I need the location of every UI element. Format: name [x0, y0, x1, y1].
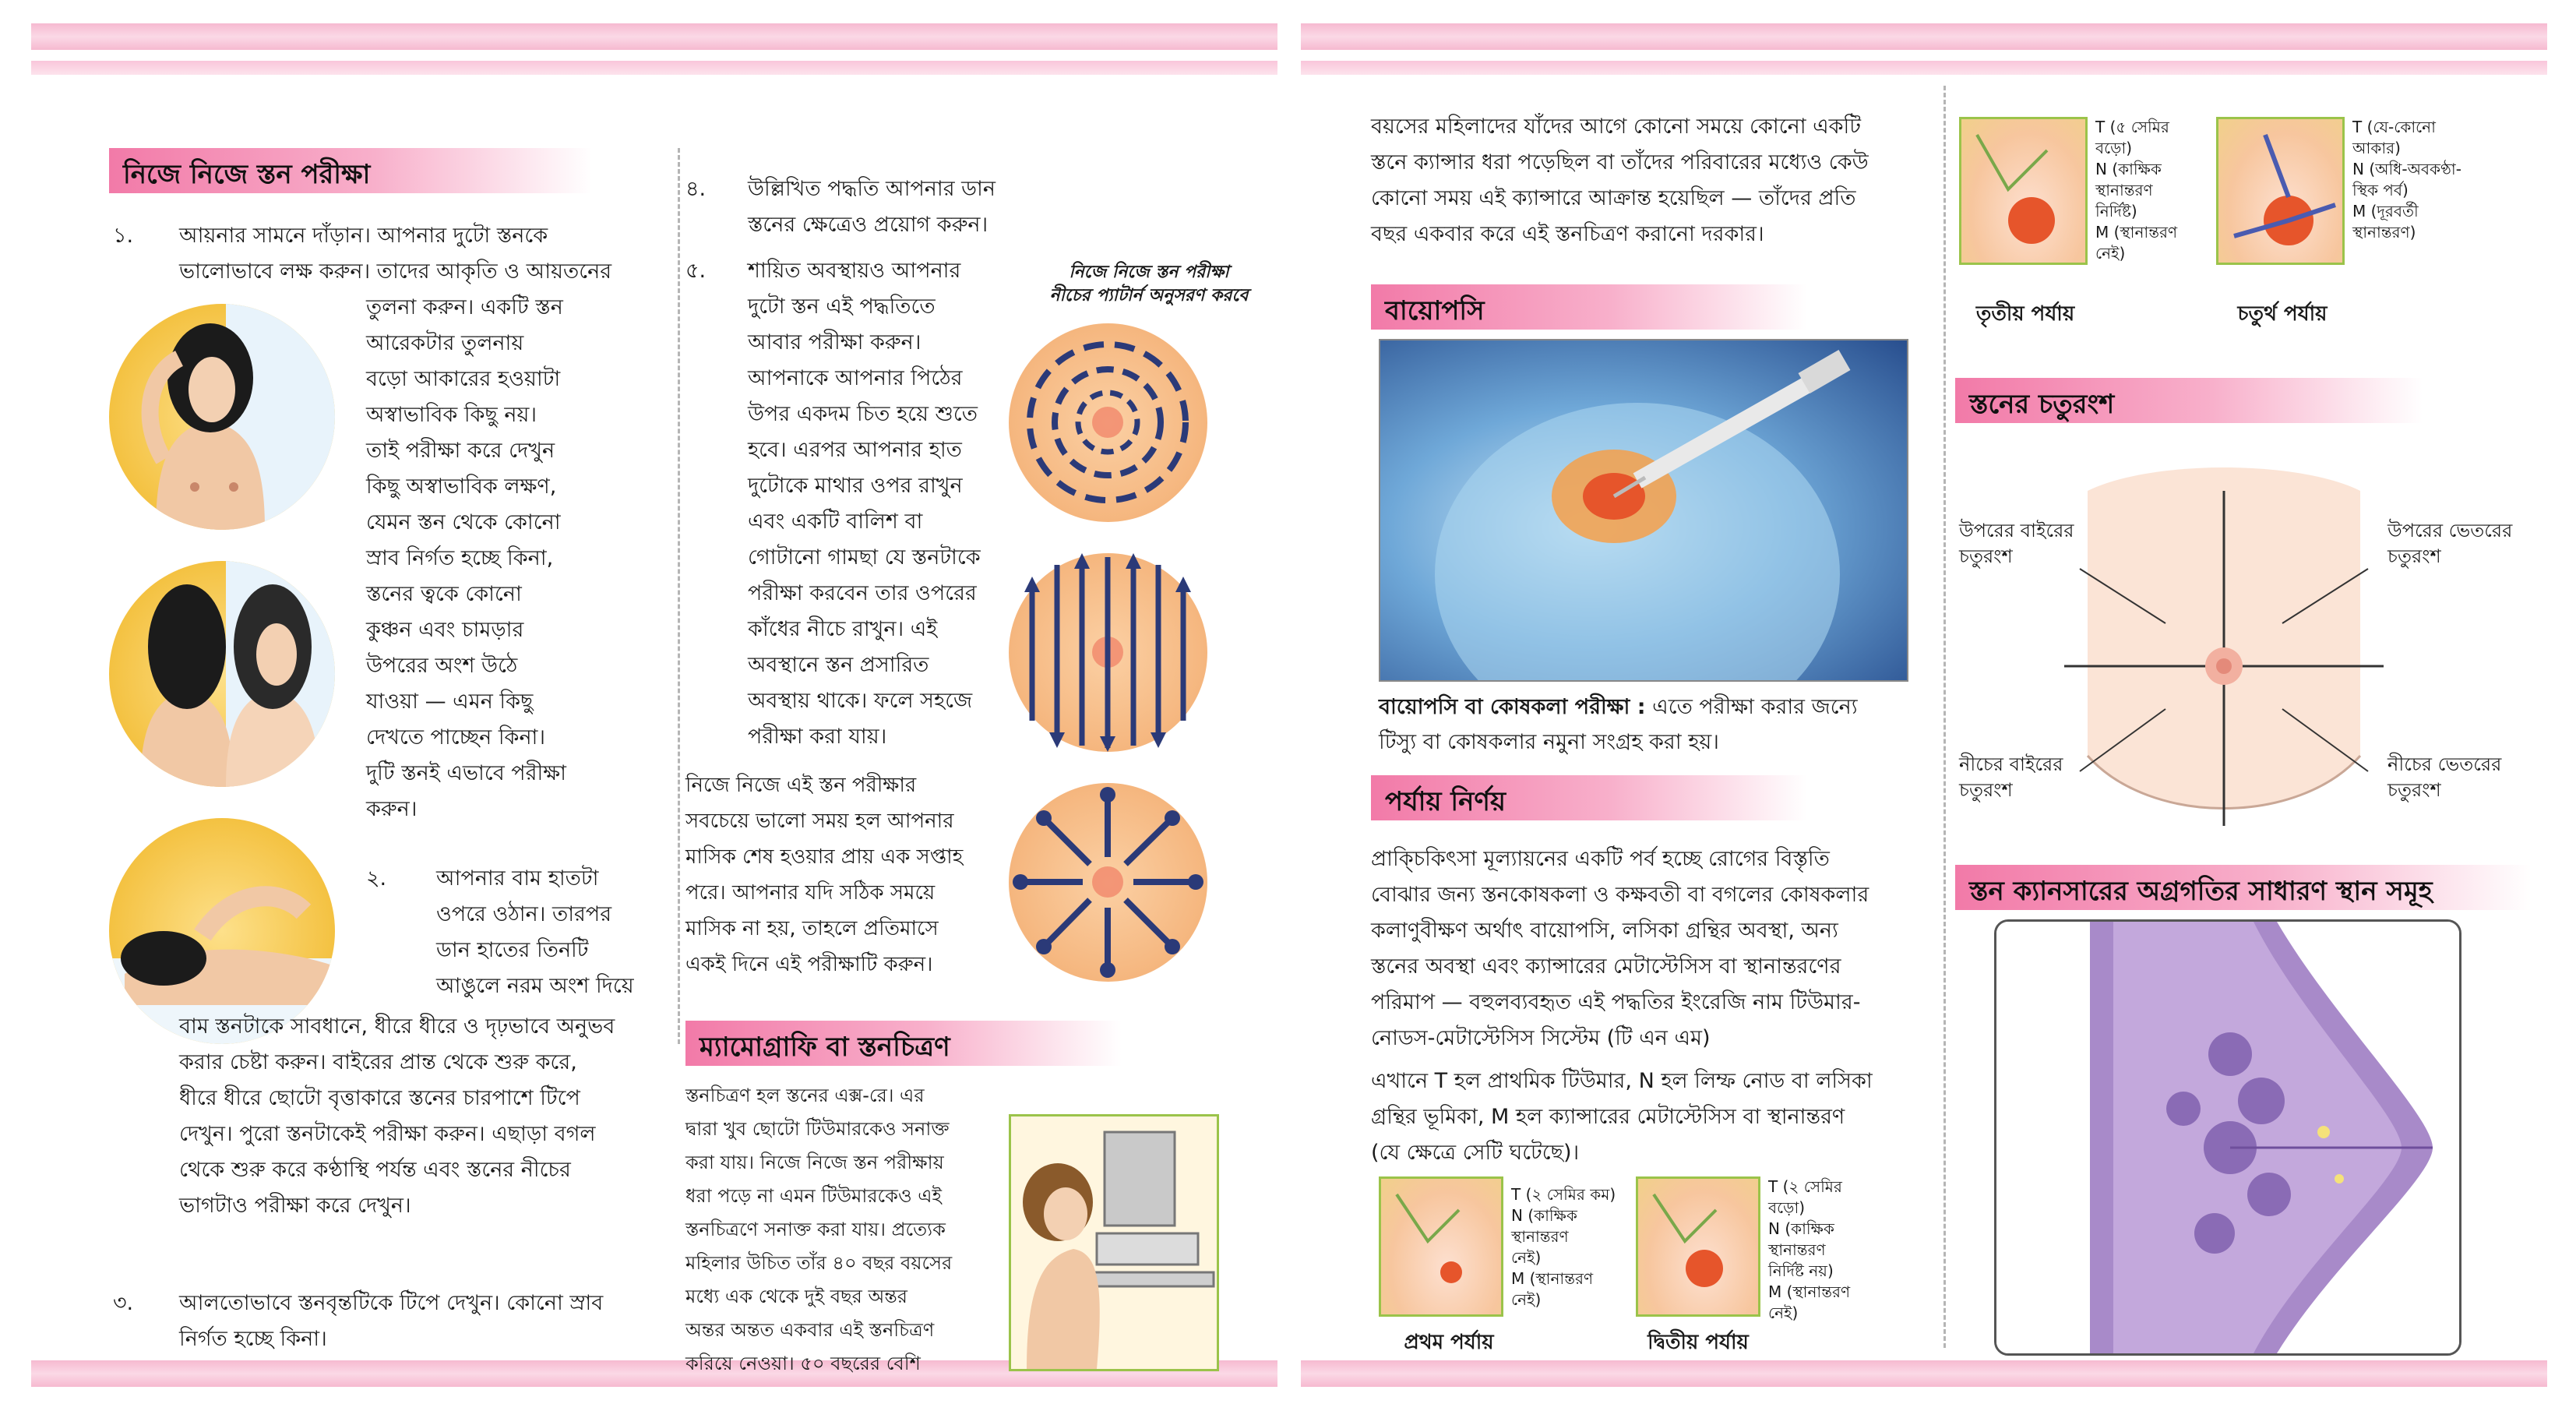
circular-arrows-icon: [1009, 323, 1207, 522]
text-line: মহিলার উচিত তাঁর ৪০ বছর বয়সের: [685, 1252, 953, 1274]
stage-label-line: T (২ সেমির কম): [1511, 1185, 1616, 1204]
biopsy-caption: [1379, 690, 1924, 760]
text-line: কিছু অস্বাভাবিক লক্ষণ,: [366, 474, 557, 499]
stage-1-tumor-icon: [1381, 1179, 1501, 1314]
text-line: দেখুন। পুরো স্তনটাকেই পরীক্ষা করুন। এছাড়া বগল: [179, 1122, 596, 1146]
stage-4-tumor-icon: [2218, 119, 2342, 263]
stage-4-name: চতুর্থ পর্যায়: [2237, 302, 2328, 326]
stage-label-line: M (স্থানান্তরণ: [2095, 223, 2178, 242]
stage-label-line: T (৫ সেমির: [2095, 118, 2169, 136]
upper-outer-label: [1959, 518, 2074, 570]
biopsy-photo: [1379, 339, 1908, 682]
pattern-note-line: নীচের প্যাটার্ন অনুসরণ করবে: [1049, 286, 1249, 305]
text-line: স্তনের অবস্থা এবং ক্যান্সারের মেটাস্টেসিস বা স্থানান্তরণের: [1371, 954, 1841, 979]
text-line: আবার পরীক্ষা করুন।: [748, 330, 922, 355]
quadrant-label-line: চতুরংশ: [2387, 545, 2441, 567]
upper-inner-label: [2387, 518, 2512, 570]
text-line: স্রাব নির্গত হচ্ছে কিনা,: [366, 546, 554, 570]
text-line: যেমন স্তন থেকে কোনো: [366, 510, 561, 534]
text-line: ধীরে ধীরে ছোটো বৃত্তাকারে স্তনের চারপাশে টিপে: [179, 1086, 580, 1110]
text-line: কোনো সময় এই ক্যান্সারে আক্রান্ত হয়েছিল — তাঁদের প্রতি: [1371, 186, 1856, 210]
stage-label-line: N (কাক্ষিক: [2095, 160, 2162, 178]
stage-label-line: আকার): [2352, 139, 2401, 157]
stage-label-line: M (স্থানান্তরণ: [1768, 1282, 1851, 1301]
mirror-woman-illustration: [109, 304, 335, 530]
text-line: আরেকটার তুলনায়: [366, 331, 524, 355]
quadrant-label-line: উপরের বাইরের: [1959, 520, 2074, 541]
text-line: স্তনের ত্বকে কোনো: [366, 582, 522, 606]
stage-3-image: [1959, 117, 2088, 265]
text-line: মধ্যে এক থেকে দুই বছর অন্তর: [685, 1286, 908, 1307]
stage-label-line: নির্দিষ্ট): [2095, 202, 2137, 220]
text-line: নির্গত হচ্ছে কিনা।: [179, 1327, 327, 1351]
right-page: [1301, 23, 2547, 1387]
column-divider: [1943, 86, 1946, 1348]
text-line: থেকে শুরু করে কণ্ঠাস্থি পর্যন্ত এবং স্তনের নীচের: [179, 1158, 571, 1182]
stage-label-line: স্থানান্তরণ: [1511, 1227, 1569, 1246]
stage-label-line: বড়ো): [1768, 1198, 1806, 1217]
text-line: যাওয়া — এমন কিছু: [366, 690, 534, 714]
lower-outer-label: [1959, 752, 2063, 803]
stage-2-tumor-icon: [1638, 1179, 1758, 1314]
text-line: আঙুলে নরম অংশ দিয়ে: [436, 974, 634, 998]
text-line: মাসিক শেষ হওয়ার প্রায় এক সপ্তাহ: [685, 845, 964, 869]
stage-4-image: [2216, 117, 2345, 265]
self-exam-heading: নিজে নিজে স্তন পরীক্ষা: [109, 148, 592, 193]
stage-label-line: N (কাক্ষিক: [1768, 1219, 1834, 1238]
stage-label-line: স্থিক পর্ব): [2352, 181, 2409, 199]
mammogram-machine-illustration: [1009, 1114, 1219, 1371]
biopsy-needle-icon: [1380, 340, 1908, 682]
quadrant-diagram: [2041, 460, 2407, 826]
text-line: বাম স্তনটাকে সাবধানে, ধীরে ধীরে ও দৃঢ়ভাবে অনুভব: [179, 1014, 615, 1039]
text-line: গ্রন্থির ভূমিকা, M হল ক্যান্সারের মেটাস্টেসিস বা স্থানান্তরণ: [1371, 1105, 1845, 1129]
text-line: স্তনচিত্রণে সনাক্ত করা যায়। প্রত্যেক: [685, 1219, 946, 1240]
staging-heading: পর্যায় নির্ণয়: [1371, 775, 1807, 820]
text-line: উপর একদম চিত হয়ে শুতে: [748, 402, 978, 426]
quadrant-label-line: চতুরংশ: [1959, 545, 2013, 567]
pattern-note: [1036, 261, 1262, 308]
progression-heading: স্তন ক্যানসারের অগ্রগতির সাধারণ স্থান সমূহ: [1955, 865, 2532, 910]
quadrants-heading: স্তনের চতুরংশ: [1955, 378, 2423, 423]
breast-tissue-illustration: [1994, 919, 2461, 1356]
stage-3-name: তৃতীয় পর্যায়: [1975, 302, 2075, 326]
quadrant-label-line: চতুরংশ: [2387, 779, 2441, 801]
text-line: কুঞ্চন এবং চামড়ার: [366, 618, 524, 642]
stage-label-line: স্থানান্তরণ): [2352, 223, 2416, 242]
text-line: ধরা পড়ে না এমন টিউমারকেও এই: [685, 1185, 942, 1207]
stage-label-line: বড়ো): [2095, 139, 2133, 157]
stage-1-image: [1379, 1176, 1503, 1317]
text-line: শায়িত অবস্থায়ও আপনার: [748, 259, 961, 283]
stage-label-line: T (২ সেমির: [1768, 1177, 1842, 1196]
radial-arrows-icon: [1009, 783, 1207, 982]
stage-3-tumor-icon: [1961, 119, 2085, 263]
two-women-illustration: [109, 561, 335, 787]
stage-label-line: N (কাক্ষিক: [1511, 1206, 1577, 1225]
text-line: বছর একবার করে এই স্তনচিত্রণ করানো দরকার।: [1371, 222, 1764, 246]
stage-label-line: নেই): [1511, 1248, 1542, 1267]
text-line: করিয়ে নেওয়া। ৫০ বছরের বেশি: [685, 1353, 921, 1374]
text-line: করা যায়। নিজে নিজে স্তন পরীক্ষায়: [685, 1152, 944, 1173]
text-line: বড়ো আকারের হওয়াটা: [366, 367, 561, 391]
pattern-note-line: নিজে নিজে স্তন পরীক্ষা: [1069, 263, 1229, 282]
text-line: উল্লিখিত পদ্ধতি আপনার ডান: [748, 177, 996, 201]
stage-label-line: স্থানান্তরণ: [1768, 1240, 1826, 1259]
text-line: দেখতে পাচ্ছেন কিনা।: [366, 725, 546, 750]
text-line: ডান হাতের তিনটি: [436, 938, 589, 962]
circular-pattern: [1009, 323, 1207, 522]
bottom-band: [1301, 1360, 2547, 1387]
text-line: এবং একটি বালিশ বা: [748, 510, 923, 534]
top-band-thin: [31, 61, 1277, 75]
text-line: একই দিনে এই পরীক্ষাটি করুন।: [685, 953, 933, 976]
stage-label-line: T (যে-কোনো: [2352, 118, 2436, 136]
breast-quadrant-icon: [2041, 460, 2407, 826]
text-line: আপনাকে আপনার পিঠের: [748, 366, 963, 390]
mammogram-icon: [1011, 1116, 1217, 1369]
text-line: উপরের অংশ উঠে: [366, 654, 518, 678]
mirror-woman-icon: [109, 304, 335, 530]
text-line: বয়সের মহিলাদের যাঁদের আগে কোনো সময়ে কোনো একটি: [1371, 115, 1861, 139]
text-line: পরে। আপনার যদি সঠিক সময়ে: [685, 881, 936, 905]
item4-number: ৪.: [685, 177, 707, 201]
item2-number: ২.: [366, 866, 387, 891]
biopsy-heading: বায়োপসি: [1371, 284, 1807, 330]
quadrant-label-line: নীচের ভেতরের: [2387, 753, 2502, 775]
stage-label-line: স্থানান্তরণ: [2095, 181, 2153, 199]
text-line: পরীক্ষা করবেন তার ওপরের: [748, 581, 977, 605]
quadrant-label-line: চতুরংশ: [1959, 779, 2013, 801]
stage-label-line: M (স্থানান্তরণ: [1511, 1269, 1594, 1288]
text-line: দুটি স্তনই এভাবে পরীক্ষা: [366, 761, 566, 785]
text-line: তাই পরীক্ষা করে দেখুন: [366, 439, 555, 463]
stage-label-line: নেই): [1768, 1303, 1799, 1322]
item3-number: ৩.: [113, 1291, 134, 1315]
stage-label-line: নেই): [2095, 244, 2126, 263]
vertical-pattern: [1009, 553, 1207, 752]
stage-1-name: প্রথম পর্যায়: [1404, 1331, 1494, 1354]
mammography-heading: ম্যামোগ্রাফি বা স্তনচিত্রণ: [685, 1021, 1122, 1066]
text-line: দুটো স্তন এই পদ্ধতিতে: [748, 295, 936, 319]
stage-label-line: নির্দিষ্ট নয়): [1768, 1261, 1834, 1280]
text-line: করার চেষ্টা করুন। বাইরের প্রান্ত থেকে শুরু করে,: [179, 1050, 577, 1074]
text-line: আপনার বাম হাতটা: [436, 866, 599, 891]
biopsy-caption-rest: এতে পরীক্ষা করার জন্যে: [1645, 695, 1858, 719]
text-line: আয়নার সামনে দাঁড়ান। আপনার দুটো স্তনকে: [179, 224, 548, 248]
text-line: মাসিক না হয়, তাহলে প্রতিমাসে: [685, 917, 939, 940]
text-line: ওপরে ওঠান। তারপর: [436, 902, 612, 926]
text-line: করুন।: [366, 797, 418, 821]
text-line: দুটোকে মাথার ওপর রাখুন: [748, 474, 963, 498]
text-line: ভালোভাবে লক্ষ করুন। তাদের আকৃতি ও আয়তনের: [179, 259, 612, 284]
text-line: ভাগটাও পরীক্ষা করে দেখুন।: [179, 1194, 411, 1218]
breast-tissue-icon: [1996, 922, 2459, 1353]
item1-number: ১.: [113, 224, 134, 248]
stage-label-line: N (অধি-অবকণ্ঠা-: [2352, 160, 2461, 178]
text-line: (যে ক্ষেত্রে সেটি ঘটেছে)।: [1371, 1141, 1580, 1165]
quadrant-label-line: নীচের বাইরের: [1959, 753, 2063, 775]
text-line: তুলনা করুন। একটি স্তন: [366, 295, 563, 319]
text-line: পরিমাপ — বহুলব্যবহৃত এই পদ্ধতির ইংরেজি নাম টিউমার-: [1371, 990, 1861, 1014]
biopsy-caption-bold: বায়োপসি বা কোষকলা পরীক্ষা :: [1379, 695, 1646, 719]
biopsy-caption-line2: টিস্যু বা কোষকলার নমুনা সংগ্রহ করা হয়।: [1379, 730, 1719, 754]
radial-pattern: [1009, 783, 1207, 982]
reflection-icon: [109, 561, 335, 787]
text-line: কাঁধের নীচে রাখুন। এই: [748, 617, 938, 641]
item5-number: ৫.: [685, 259, 707, 283]
top-band: [1301, 23, 2547, 50]
top-band-thin: [1301, 61, 2547, 75]
text-line: বোঝার জন্য স্তনকোষকলা ও কক্ষবতী বা বগলের কোষকলার: [1371, 883, 1869, 907]
text-line: নোডস-মেটাস্টেসিস সিস্টেম (টি এন এম): [1371, 1026, 1711, 1050]
text-line: স্তনে ক্যান্সার ধরা পড়েছিল বা তাঁদের পরিবারের মধ্যেও কেউ: [1371, 150, 1869, 175]
text-line: দ্বারা খুব ছোটো টিউমারকেও সনাক্ত: [685, 1118, 950, 1140]
text-line: নিজে নিজে এই স্তন পরীক্ষার: [685, 774, 917, 797]
text-line: স্তনচিত্রণ হল স্তনের এক্স-রে। এর: [685, 1085, 925, 1106]
text-line: অন্তর অন্তত একবার এই স্তনচিত্রণ: [685, 1319, 935, 1341]
text-line: আলতোভাবে স্তনবৃন্তটিকে টিপে দেখুন। কোনো স্রাব: [179, 1291, 604, 1315]
top-band: [31, 23, 1277, 50]
stage-2-name: দ্বিতীয় পর্যায়: [1647, 1331, 1749, 1354]
text-line: পরীক্ষা করা যায়।: [748, 725, 887, 749]
stage-label-line: নেই): [1511, 1290, 1542, 1309]
text-line: অস্বাভাবিক কিছু নয়।: [366, 403, 537, 427]
text-line: গোটানো গামছা যে স্তনটাকে: [748, 545, 981, 570]
vertical-arrows-icon: [1009, 553, 1207, 752]
column-divider: [678, 148, 680, 1044]
text-line: অবস্থানে স্তন প্রসারিত: [748, 653, 929, 677]
text-line: হবে। এরপর আপনার হাত: [748, 438, 962, 462]
text-line: প্রাক্চিকিৎসা মূল্যায়নের একটি পর্ব হচ্ছে রোগের বিস্তৃতি: [1371, 847, 1830, 871]
left-page: [31, 23, 1277, 1387]
text-line: অবস্থায় থাকে। ফলে সহজে: [748, 689, 973, 713]
text-line: কলাণুবীক্ষণ অর্থাৎ বায়োপসি, লসিকা গ্রন্থির অবস্থা, অন্য: [1371, 919, 1838, 943]
text-line: সবচেয়ে ভালো সময় হল আপনার: [685, 810, 954, 833]
text-line: এখানে T হল প্রাথমিক টিউমার, N হল লিম্ফ নোড বা লসিকা: [1371, 1069, 1873, 1093]
text-line: স্তনের ক্ষেত্রেও প্রয়োগ করুন।: [748, 213, 988, 237]
stage-label-line: M (দূরবর্তী: [2352, 202, 2419, 220]
quadrant-label-line: উপরের ভেতরের: [2387, 520, 2513, 541]
stage-2-image: [1636, 1176, 1760, 1317]
lower-inner-label: [2387, 752, 2501, 803]
